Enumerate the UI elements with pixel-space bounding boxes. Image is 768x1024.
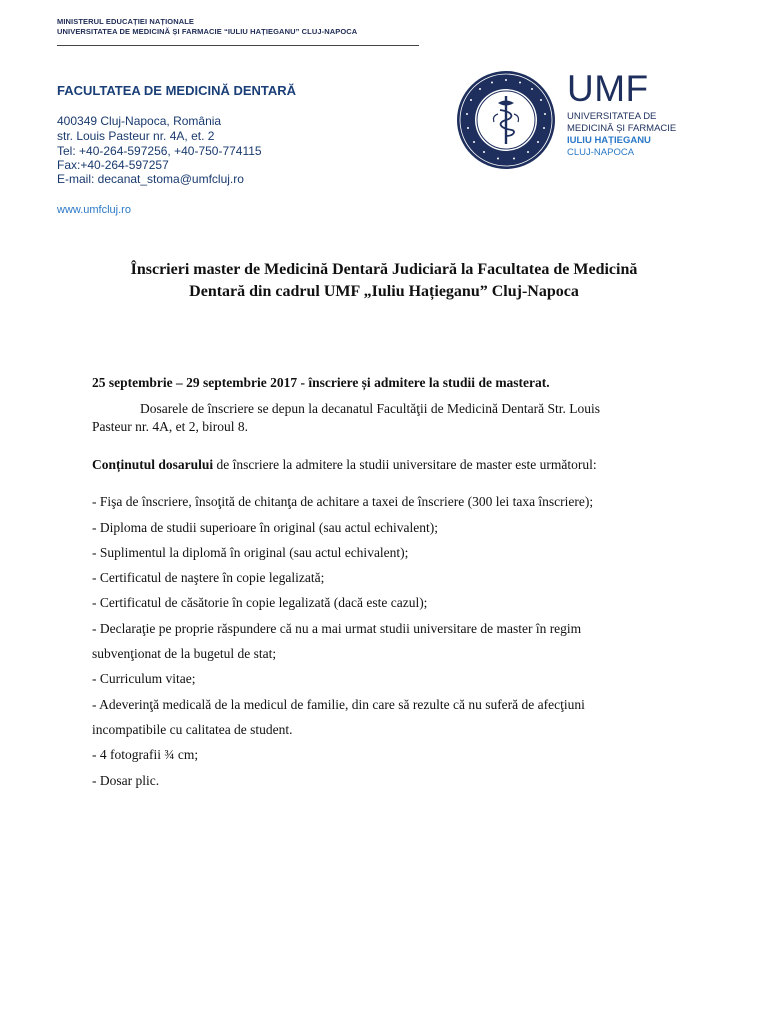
university-line: UNIVERSITATEA DE MEDICINĂ ȘI FARMACIE “IULIU HAȚIEGANU” CLUJ-NAPOCA bbox=[57, 27, 358, 36]
ministry-name: MINISTERUL EDUCAȚIEI NAȚIONALE bbox=[57, 17, 195, 26]
submission-text-line-1 bbox=[92, 400, 600, 418]
list-item: - Curriculum vitae; bbox=[92, 671, 196, 686]
umf-logo-text: UMF bbox=[567, 68, 649, 109]
logo-line-4: CLUJ-NAPOCA bbox=[567, 147, 635, 158]
list-item: - Declaraţie pe proprie răspundere că nu a mai urmat studii universitare de master în regim bbox=[92, 621, 582, 636]
fax-line: Fax:+40-264-597257 bbox=[57, 158, 169, 172]
list-item: - Diploma de studii superioare în original (sau actul echivalent); bbox=[92, 520, 439, 535]
submission-text-1: Dosarele de înscriere se depun la decanatul Facultăţii de Medicină Dentară Str. Louis bbox=[140, 401, 600, 416]
list-item: - Fişa de înscriere, însoţită de chitanţa de achitare a taxei de înscriere (300 lei taxa înscriere); bbox=[92, 494, 594, 509]
list-item-continuation: subvenţionat de la bugetul de stat; bbox=[92, 646, 277, 661]
list-item: - Certificatul de naştere în copie legalizată; bbox=[92, 570, 325, 585]
page-title-line-1: Înscrieri master de Medicină Dentară Judiciară la Facultatea de Medicină bbox=[130, 261, 638, 278]
website-link[interactable]: www.umfcluj.ro bbox=[57, 204, 131, 216]
faculty-name: FACULTATEA DE MEDICINĂ DENTARĂ bbox=[57, 83, 297, 98]
logo-line-3: IULIU HAȚIEGANU bbox=[567, 135, 651, 146]
list-item-continuation: incompatibile cu calitatea de student. bbox=[92, 722, 293, 737]
phone-line: Tel: +40-264-597256, +40-750-774115 bbox=[57, 144, 262, 158]
submission-text-line-2: Pasteur nr. 4A, et 2, biroul 8. bbox=[92, 419, 248, 434]
page-title-line-2: Dentară din cadrul UMF „Iuliu Hațieganu” Cluj-Napoca bbox=[189, 283, 579, 300]
logo-line-2: MEDICINĂ ȘI FARMACIE bbox=[567, 123, 677, 134]
contents-heading bbox=[92, 456, 597, 474]
email-line: E-mail: decanat_stoma@umfcluj.ro bbox=[57, 172, 244, 186]
contents-heading-rest: de înscriere la admitere la studii universitare de master este următorul: bbox=[213, 457, 597, 472]
list-item: - Dosar plic. bbox=[92, 773, 160, 788]
contents-heading-bold: Conținutul dosarului bbox=[92, 457, 214, 472]
address-line-1: 400349 Cluj-Napoca, România bbox=[57, 114, 222, 128]
list-item: - Certificatul de căsătorie în copie legalizată (dacă este cazul); bbox=[92, 595, 428, 610]
address-line-2: str. Louis Pasteur nr. 4A, et. 2 bbox=[57, 129, 215, 143]
list-item: - Suplimentul la diplomă în original (sau actul echivalent); bbox=[92, 545, 409, 560]
logo-line-1: UNIVERSITATEA DE bbox=[567, 111, 657, 122]
list-item: - Adeverinţă medicală de la medicul de familie, din care să rezulte că nu suferă de afecţiuni bbox=[92, 697, 585, 712]
university-seal-icon bbox=[456, 70, 556, 170]
list-item: - 4 fotografii ¾ cm; bbox=[92, 747, 199, 762]
enrollment-dates: 25 septembrie – 29 septembrie 2017 - înscriere și admitere la studii de masterat. bbox=[92, 375, 550, 390]
header-divider bbox=[57, 45, 419, 46]
